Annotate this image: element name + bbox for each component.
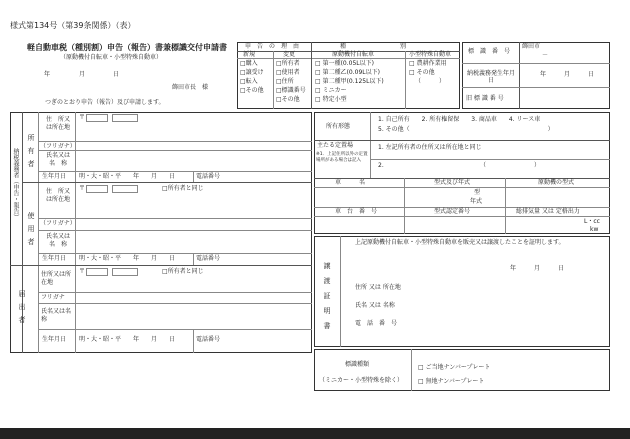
filer-same-as-owner[interactable]: □所有者と同じ <box>162 268 204 275</box>
transfer-date: 年 月 日 <box>510 265 565 272</box>
user-postal-box1[interactable] <box>86 185 108 193</box>
reason-new-3[interactable]: □転入 <box>240 78 258 85</box>
kind-special-head: 小型特殊自動車 <box>409 51 452 58</box>
model-type-label: 型 <box>474 189 481 196</box>
filer-birth-label: 生年月日 <box>42 336 67 343</box>
storage-label: 主たる定置場 <box>317 142 354 149</box>
displacement-unit-kw: kw <box>590 226 599 233</box>
owner-postal-box2[interactable] <box>112 114 138 122</box>
user-same-as-owner[interactable]: □所有者と同じ <box>162 185 204 192</box>
filer-birth-era[interactable]: 明・大・昭・平 年 月 日 <box>79 336 176 343</box>
reason-change-3[interactable]: □住所 <box>276 78 294 85</box>
vehicle-name-label: 車 名 <box>335 179 366 186</box>
form-number: 様式第134号（第39条関係）（表） <box>10 21 136 30</box>
reason-new-4[interactable]: □その他 <box>240 87 264 94</box>
user-name-label: 氏名又は名 称 <box>45 233 70 248</box>
plate-city: 飾田市 <box>522 43 541 50</box>
transfer-name: 氏名 又は 名称 <box>355 302 395 309</box>
storage-paren: （ ） <box>480 162 541 169</box>
ownership-label: 所有形態 <box>326 123 351 130</box>
model-year-sub: 年式 <box>470 198 483 205</box>
kind-moped-1[interactable]: □ 第一種(0.05L以下) <box>315 60 374 67</box>
owner-birth-label: 生年月日 <box>42 173 67 180</box>
kind-moped-2[interactable]: □ 第二種乙(0.09L以下) <box>315 69 380 76</box>
filer-postal-box2[interactable] <box>112 268 138 276</box>
sign-type-label: 標識種類 <box>345 361 370 368</box>
bottom-bar <box>0 428 630 439</box>
reason-col-change: 変更 <box>283 51 296 58</box>
reason-new-2[interactable]: □譲受け <box>240 69 264 76</box>
declaration-text: つぎのとおり申告（報告）及び申請します。 <box>45 99 165 106</box>
kind-special-3: （ ） <box>415 78 446 85</box>
model-year-label: 型式及び年式 <box>434 179 471 186</box>
transfer-side-label: 譲渡証明書 <box>323 262 331 337</box>
reason-head: 申 告 の 理 由 <box>245 43 300 50</box>
kind-moped-5[interactable]: □ 特定小型 <box>315 96 347 103</box>
storage-opt-2[interactable]: 2. <box>378 162 384 169</box>
owner-name-label: 氏名又は名 称 <box>45 152 70 167</box>
date-year: 年 <box>44 71 51 78</box>
addressee: 飾田市長 様 <box>172 84 209 91</box>
filer-side-label: 届出者 <box>18 290 26 329</box>
transfer-statement: 上記原動機付自転車・小型特殊自動車を販売又は譲渡したことを証明します。 <box>355 239 565 246</box>
approval-label: 型式認定番号 <box>434 208 471 215</box>
owner-address-label: 住 所又 は所在地 <box>45 116 77 131</box>
kind-head: 種 別 <box>340 43 407 50</box>
reason-change-2[interactable]: □使用者 <box>276 69 300 76</box>
displacement-label: 総排気量 又は 定格出力 <box>516 208 580 215</box>
owner-postal: 〒 <box>79 114 86 121</box>
displacement-unit: L・cc <box>584 218 600 225</box>
filer-postal: 〒 <box>79 268 86 275</box>
plate-dash: － <box>542 52 549 59</box>
storage-note: ※1．上記住所以外の定置場所がある場合は記入 <box>316 152 368 163</box>
ownership-options-2[interactable]: 5. その他（ ） <box>378 126 554 133</box>
user-birth-label: 生年月日 <box>42 255 67 262</box>
reason-change-1[interactable]: □所有者 <box>276 60 300 67</box>
kind-moped-3[interactable]: □ 第二種甲(0.125L以下) <box>315 78 384 85</box>
plate-label: 標 識 番 号 <box>468 48 511 55</box>
transfer-certificate <box>314 236 610 347</box>
kind-special-1[interactable]: □ 農耕作業用 <box>409 60 447 67</box>
owner-postal-box1[interactable] <box>86 114 108 122</box>
user-furigana: （フリガナ） <box>40 220 76 227</box>
user-address-label: 住 所又 は所在地 <box>45 188 77 203</box>
owner-furigana: （フリガナ） <box>40 143 76 150</box>
form-title: 軽自動車税（種別割）申告（報告）書兼標識交付申請書 <box>27 43 227 52</box>
user-postal: 〒 <box>79 185 86 192</box>
user-side-label: 使用者 <box>27 212 35 251</box>
sign-type-sublabel: （ミニカー・小型特殊を除く） <box>319 377 404 384</box>
date-day: 日 <box>113 71 120 78</box>
user-phone-label: 電話番号 <box>196 255 221 262</box>
kind-special-2[interactable]: □ その他 <box>409 69 435 76</box>
old-plate-label: 旧 標 識 番 号 <box>466 95 504 102</box>
user-postal-box2[interactable] <box>112 185 138 193</box>
filer-address-label: 住所又は所在地 <box>41 271 72 286</box>
issue-date-value: 年 月 日 <box>540 71 595 78</box>
kind-moped-head: 原動機付自転車 <box>332 51 375 58</box>
engine-model-label: 原動機の型式 <box>538 179 575 186</box>
taxpayer-side-label: 納税義務者（申告・報告） <box>12 148 19 220</box>
sign-opt-plain[interactable]: □ 無地ナンバープレート <box>418 378 485 385</box>
date-month: 月 <box>79 71 86 78</box>
vin-label: 車 台 番 号 <box>335 208 378 215</box>
owner-phone-label: 電話番号 <box>196 173 221 180</box>
kind-moped-4[interactable]: □ ミニカー <box>315 87 347 94</box>
ownership-options-1[interactable]: 1. 自己所有 2. 所有権留保 3. 商品車 4. リース車 <box>378 116 541 123</box>
reason-change-4[interactable]: □標識番号 <box>276 87 306 94</box>
user-birth-era[interactable]: 明・大・昭・平 年 月 日 <box>79 255 176 262</box>
owner-birth-era[interactable]: 明・大・昭・平 年 月 日 <box>79 173 176 180</box>
filer-phone-label: 電話番号 <box>196 336 221 343</box>
owner-side-label: 所有者 <box>27 134 35 173</box>
filer-name-label: 氏名又は名称 <box>41 308 72 323</box>
reason-new-1[interactable]: □購入 <box>240 60 258 67</box>
reason-change-5[interactable]: □その他 <box>276 96 300 103</box>
transfer-phone: 電 話 番 号 <box>355 320 398 327</box>
form-subtitle: （原動機付自転車・小型特殊自動車） <box>60 54 163 61</box>
transfer-address: 住所 又は 所在地 <box>355 284 401 291</box>
storage-opt-1[interactable]: 1. 左記所有者の住所又は所在地と同じ <box>378 144 482 151</box>
issue-date-label: 納税義務発生年月日 <box>466 70 515 85</box>
filer-postal-box1[interactable] <box>86 268 108 276</box>
reason-col-new: 新規 <box>243 51 256 58</box>
sign-opt-local[interactable]: □ ご当地ナンバープレート <box>418 364 491 371</box>
filer-furigana: フリガナ <box>41 294 65 301</box>
